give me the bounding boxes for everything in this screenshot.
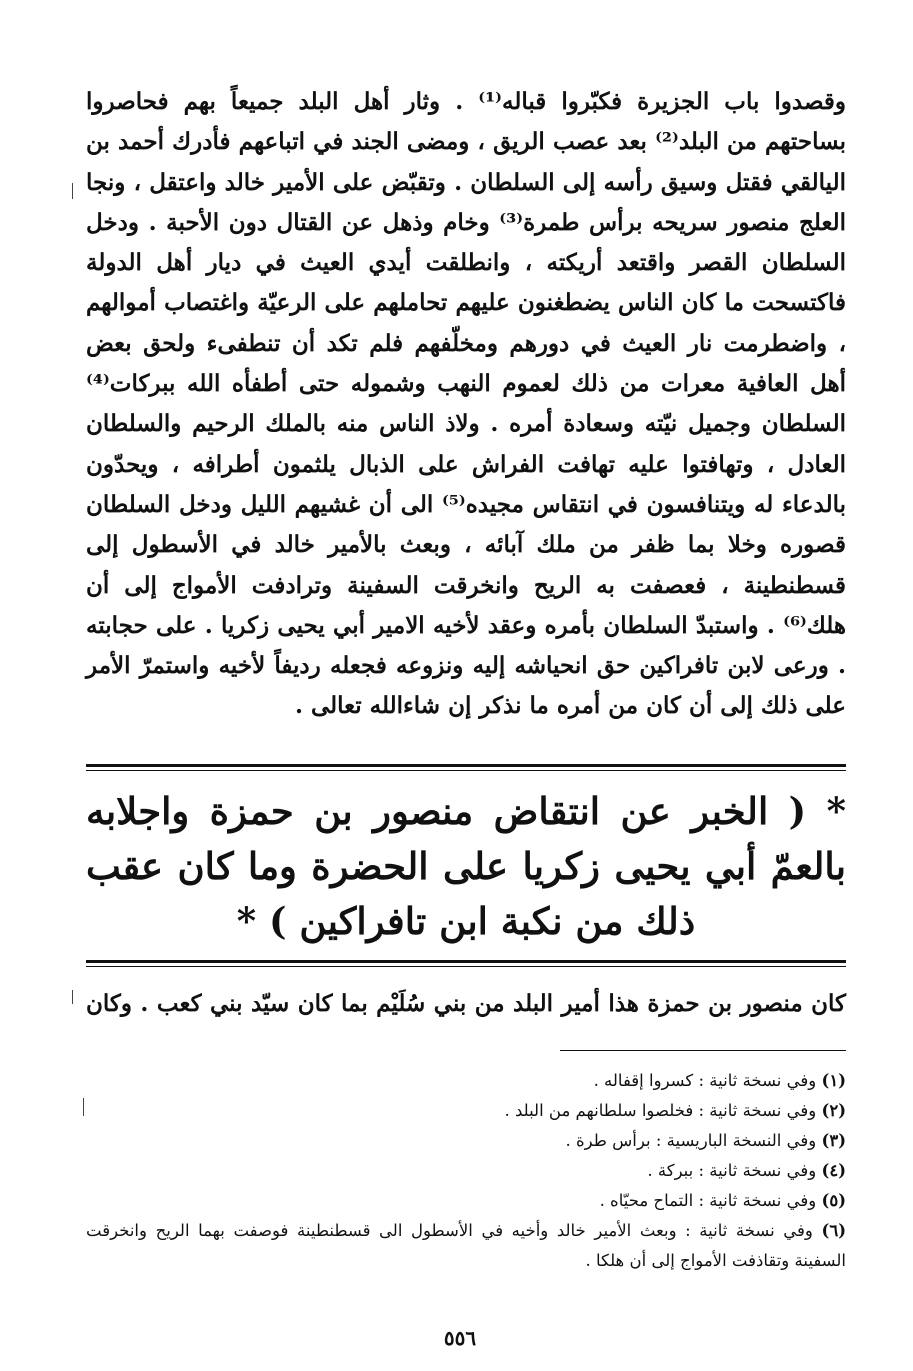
footnote-number: (١)	[821, 1071, 846, 1090]
footnote-text: وفي نسخة ثانية : التماح محيّاه .	[599, 1191, 817, 1210]
section-first-line: كان منصور بن حمزة هذا أمير البلد من بني سُلَيْم بما كان سيّد بني كعب . وكان	[86, 990, 846, 1017]
section-heading: * ( الخبر عن انتقاض منصور بن حمزة واجلابه بالعمّ أبي يحيى زكريا على الحضرة وما كان عقب ذلك من نكبة ابن تافراكين ) *	[86, 789, 846, 943]
body-paragraph: وقصدوا باب الجزيرة فكبّروا قباله⁽¹⁾ . وثار أهل البلد جميعاً بهم فحاصروا بساحتهم من البلد⁽²⁾ بعد عصب الريق ، ومضى الجند في اتباعهم فأدرك أحمد بن اليالقي فقتل وسيق رأسه إلى السلطان . وتقبّض على الأمير خالد واعتقل ، ونجا العلج منصور سريحه برأس طمرة⁽³⁾ وخام وذهل عن القتال دون الأحبة . ودخل السلطان القصر واقتعد أريكته ، وانطلقت أيدي العيث في ديار أهل الدولة فاكتسحت ما كان الناس يضطغنون عليهم تحاملهم على الرعيّة واغتصاب أموالهم ، واضطرمت نار العيث في دورهم ومخلّفهم فلم تكد أن تنطفىء ولحق بعض أهل العافية معرات من ذلك لعموم النهب وشموله حتى أطفأه الله ببركات⁽⁴⁾ السلطان وجميل نيّته وسعادة أمره . ولاذ الناس منه بالملك الرحيم والسلطان العادل ، وتهافتوا عليه تهافت الفراش على الذبال يلثمون أطرافه ، ويحدّون بالدعاء له ويتنافسون في انتقاس مجيده⁽⁵⁾ الى أن غشيهم الليل ودخل السلطان قصوره وخلا بما ظفر من ملك آبائه ، وبعث بالأمير خالد في الأسطول إلى قسطنطينة ، فعصفت به الريح وانخرقت السفينة وترادفت الأمواج إلى أن هلك⁽⁶⁾ . واستبدّ السلطان بأمره وعقد لأخيه الامير أبي يحيى زكريا . على حجابته . ورعى لابن تافراكين حق انحياشه إليه ونزوعه فجعله رديفاً لأخيه واستمرّ الأمر على ذلك إلى أن كان من أمره ما نذكر إن شاءالله تعالى .	[86, 88, 847, 720]
footnote-text: وفي نسخة ثانية : فخلصوا سلطانهم من البلد .	[504, 1101, 817, 1120]
page-number: ٥٥٦	[443, 1326, 477, 1350]
footnote-number: (٢)	[821, 1101, 846, 1120]
footnote-text: وفي النسخة الباريسية : برأس طرة .	[565, 1131, 817, 1150]
bottom-double-rule-thin	[86, 966, 846, 967]
footnote-separator	[560, 1050, 846, 1051]
footnote-item	[86, 1126, 846, 1156]
body-text-block	[86, 82, 846, 727]
top-double-rule-thin	[86, 770, 846, 771]
top-double-rule-thick	[86, 764, 846, 767]
footnotes-block	[86, 1066, 846, 1276]
footnote-number: (٤)	[821, 1161, 846, 1180]
footnote-item	[86, 1216, 846, 1276]
footnote-number: (٣)	[821, 1131, 846, 1150]
footnote-item	[86, 1156, 846, 1186]
footnote-number: (٥)	[821, 1191, 846, 1210]
section-heading-block	[86, 784, 846, 949]
footnote-text: وفي نسخة ثانية : وبعث الأمير خالد وأخيه في الأسطول الى قسطنطينة فوصفت بهما الريح وانخرقت السفينة وتقاذفت الأمواج إلى أن هلكا .	[86, 1221, 846, 1270]
footnote-number: (٦)	[821, 1221, 846, 1240]
footnote-item	[86, 1186, 846, 1216]
margin-mark	[83, 1098, 84, 1116]
footnote-item	[86, 1066, 846, 1096]
margin-mark	[72, 990, 73, 1004]
bottom-double-rule-thick	[86, 960, 846, 963]
footnote-item	[86, 1096, 846, 1126]
footnote-text: وفي نسخة ثانية : كسروا إقفاله .	[593, 1071, 817, 1090]
margin-mark	[72, 183, 73, 199]
footnote-text: وفي نسخة ثانية : ببركة .	[647, 1161, 817, 1180]
